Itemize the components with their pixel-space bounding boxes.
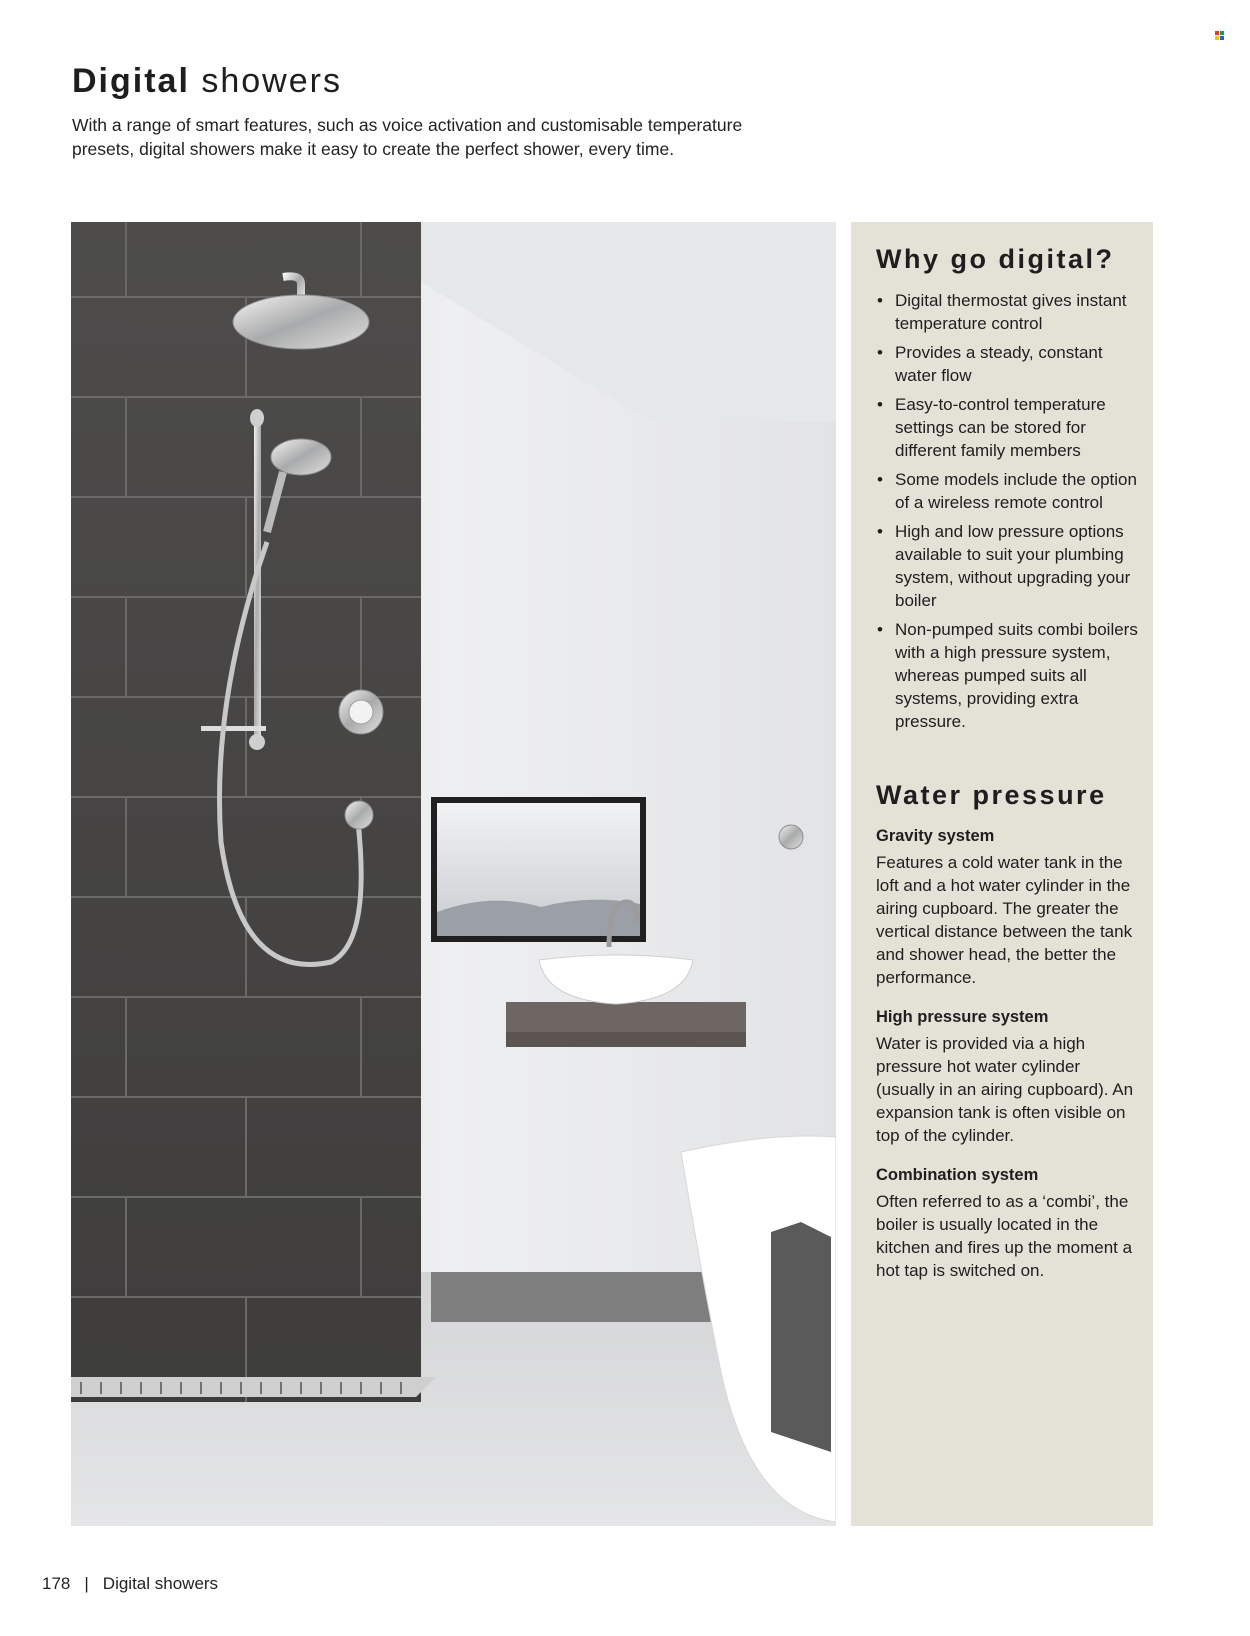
system-description: Features a cold water tank in the loft and a hot water cylinder in the airing cupboard. The greater the vertical distance between the tank and shower head, the better the performance. [876, 853, 1133, 987]
system-combination [876, 1164, 1138, 1282]
title-rest: showers [201, 62, 342, 100]
footer-section: Digital showers [102, 1574, 219, 1593]
benefit-item: • Easy-to-control temperature settings can be stored for different family members [876, 393, 1138, 462]
system-name: High pressure system [876, 1008, 1049, 1026]
system-description: Often referred to as a ‘combi’, the boiler is usually located in the kitchen and fires up the moment a hot tap is switched on. [876, 1192, 1133, 1280]
corner-color-mark [1215, 31, 1224, 40]
water-pressure-heading: Water pressure [876, 780, 1107, 810]
footer-separator: | [84, 1574, 89, 1593]
page-footer [42, 1574, 218, 1594]
shower-illustration [71, 222, 836, 1526]
system-description: Water is provided via a high pressure hot water cylinder (usually in an airing cupboard). An expansion tank is often visible on top of the cylinder. [876, 1034, 1134, 1145]
intro-text: With a range of smart features, such as voice activation and customisable temperature presets, digital showers make it easy to create the perfect shower, every time. [72, 115, 743, 159]
bathroom-photo [71, 222, 836, 1526]
benefit-item: • Provides a steady, constant water flow [876, 341, 1138, 387]
system-high-pressure [876, 1006, 1138, 1147]
why-digital-heading: Why go digital? [876, 244, 1115, 274]
page-number: 178 [42, 1574, 71, 1593]
benefit-item: • Digital thermostat gives instant temperature control [876, 289, 1138, 335]
benefit-item: • Non-pumped suits combi boilers with a high pressure system, whereas pumped suits all systems, providing extra pressure. [876, 618, 1138, 733]
info-panel [851, 222, 1153, 1526]
system-name: Combination system [876, 1166, 1039, 1184]
benefit-list [876, 289, 1138, 733]
system-gravity [876, 825, 1138, 989]
page-title [72, 62, 342, 101]
benefit-item: • High and low pressure options available to suit your plumbing system, without upgrading your boiler [876, 520, 1138, 612]
benefit-item: • Some models include the option of a wireless remote control [876, 468, 1138, 514]
system-name: Gravity system [876, 827, 995, 845]
title-bold: Digital [72, 62, 190, 100]
